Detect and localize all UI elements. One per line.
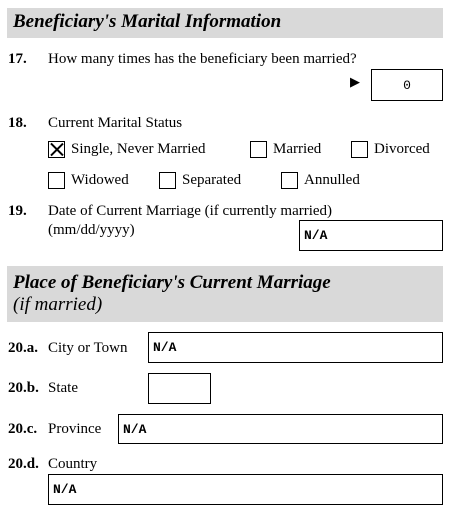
question-20d-number: 20.d. <box>8 456 39 472</box>
question-20a-label: City or Town <box>48 340 128 356</box>
option-label: Divorced <box>374 141 430 157</box>
section-header-marital-info <box>7 8 443 38</box>
question-17-number: 17. <box>8 51 27 67</box>
option-divorced[interactable] <box>351 141 430 158</box>
question-19-number: 19. <box>8 203 27 219</box>
country-field[interactable]: N/A <box>48 474 443 505</box>
pointer-arrow-icon: ▶ <box>350 74 360 89</box>
option-annulled[interactable] <box>281 172 360 189</box>
option-label: Separated <box>182 172 242 188</box>
city-town-field[interactable]: N/A <box>148 332 443 363</box>
question-17-label: How many times has the beneficiary been married? <box>48 51 357 67</box>
option-single-never-married[interactable] <box>48 141 206 158</box>
question-20c-number: 20.c. <box>8 421 38 437</box>
question-19-format-hint: (mm/dd/yyyy) <box>48 222 135 238</box>
option-label: Widowed <box>71 172 129 188</box>
question-20b-label: State <box>48 380 78 396</box>
section-title: Place of Beneficiary's Current Marriage <box>13 272 331 293</box>
option-label: Single, Never Married <box>71 141 206 157</box>
times-married-field[interactable]: 0 <box>371 69 443 101</box>
section-header-marriage-place <box>7 266 443 322</box>
question-18-label: Current Marital Status <box>48 115 183 131</box>
option-label: Married <box>273 141 322 157</box>
marriage-date-field[interactable]: N/A <box>299 220 443 251</box>
checkbox-checked-icon[interactable] <box>48 141 65 158</box>
checkbox-icon[interactable] <box>250 141 267 158</box>
province-field[interactable]: N/A <box>118 414 443 444</box>
checkbox-icon[interactable] <box>159 172 176 189</box>
option-separated[interactable] <box>159 172 241 189</box>
checkbox-icon[interactable] <box>351 141 368 158</box>
question-18-number: 18. <box>8 115 27 131</box>
question-19-label: Date of Current Marriage (if currently married) <box>48 203 333 219</box>
question-20a-number: 20.a. <box>8 340 38 356</box>
checkbox-icon[interactable] <box>48 172 65 189</box>
option-married[interactable] <box>250 141 321 158</box>
option-label: Annulled <box>304 172 360 188</box>
question-20d-label: Country <box>48 456 98 472</box>
checkbox-icon[interactable] <box>281 172 298 189</box>
question-20c-label: Province <box>48 421 102 437</box>
section-title: Beneficiary's Marital Information <box>13 11 282 32</box>
question-20b-number: 20.b. <box>8 380 39 396</box>
state-field[interactable] <box>148 373 211 404</box>
option-widowed[interactable] <box>48 172 129 189</box>
section-subtitle: (if married) <box>13 294 103 315</box>
